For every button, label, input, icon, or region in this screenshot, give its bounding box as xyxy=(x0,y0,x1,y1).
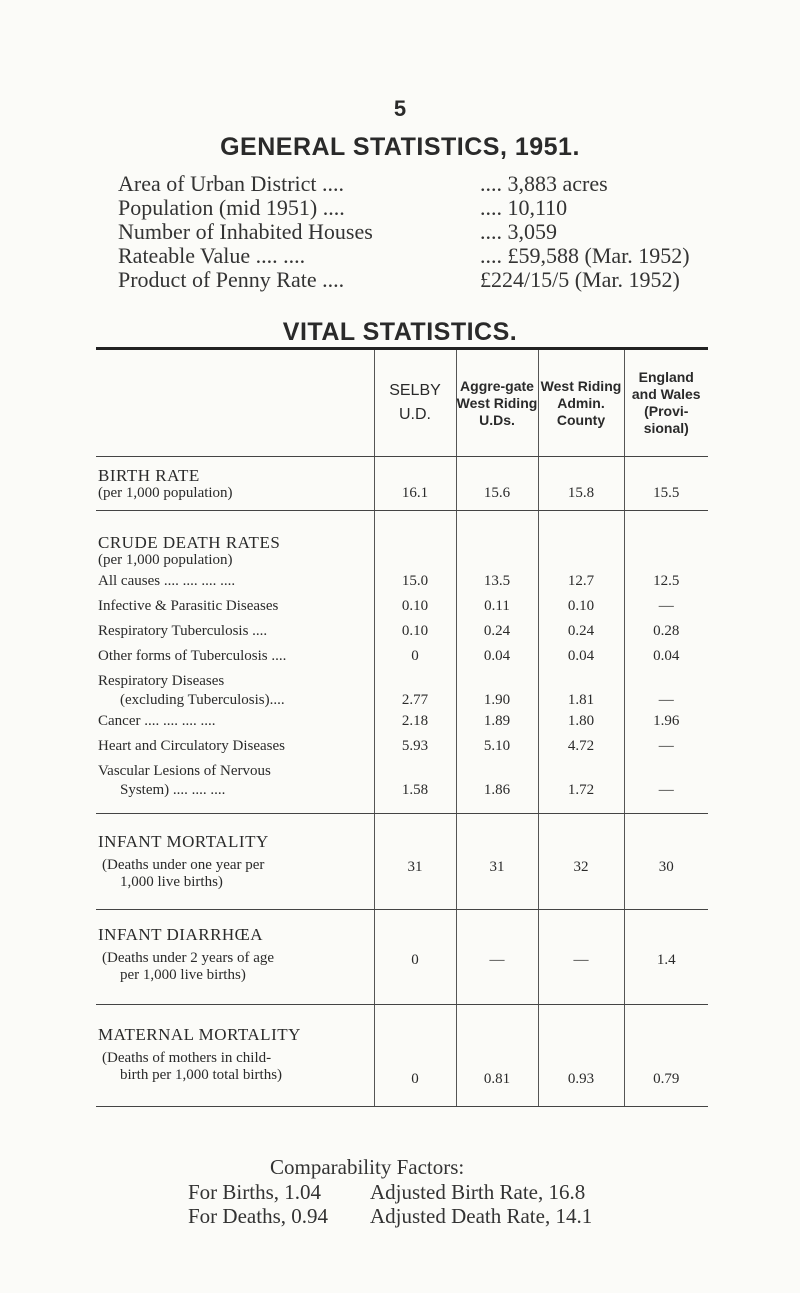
value-vascular: 1.72 xyxy=(567,782,595,798)
value-infective: — xyxy=(658,598,674,614)
cell-west-riding: 0.93 xyxy=(538,1005,624,1107)
value-all-causes: 13.5 xyxy=(483,573,511,589)
table-row xyxy=(96,1005,708,1107)
stat-value: .... 3,883 acres xyxy=(480,171,608,196)
cell-aggregate xyxy=(456,511,538,814)
value-resp-tb: 0.24 xyxy=(483,623,511,639)
section-subtitle: (Deaths of mothers in child- xyxy=(102,1050,272,1066)
row-label xyxy=(96,910,374,1005)
row-label xyxy=(96,1005,374,1107)
value-other-tb: 0.04 xyxy=(483,648,511,664)
page-number: 5 xyxy=(393,96,407,121)
row-label xyxy=(96,814,374,910)
label-resp-tb: Respiratory Tuberculosis .... xyxy=(98,623,268,639)
cell-selby: 31 xyxy=(374,814,456,910)
cell-west-riding: 15.8 xyxy=(538,457,624,511)
value-resp-tb: 0.28 xyxy=(653,623,680,639)
value-heart: 5.93 xyxy=(401,738,429,754)
value-resp-diseases: 1.81 xyxy=(567,692,595,708)
deaths-factor-row xyxy=(188,1204,593,1229)
value-heart: 5.10 xyxy=(483,738,511,754)
header-west-riding: West Riding Admin. County xyxy=(538,349,624,457)
vital-statistics-title: VITAL STATISTICS. xyxy=(282,318,518,346)
cell-aggregate: 15.6 xyxy=(456,457,538,511)
section-subtitle: (per 1,000 population) xyxy=(98,552,233,568)
stat-value: .... 3,059 xyxy=(480,219,557,244)
value-heart: — xyxy=(658,738,674,754)
section-title: CRUDE DEATH RATES xyxy=(98,533,281,552)
label-cancer: Cancer .... .... .... .... xyxy=(98,713,216,729)
value-all-causes: 12.7 xyxy=(567,573,595,589)
section-subtitle: (Deaths under 2 years of age xyxy=(102,950,275,966)
label-all-causes: All causes .... .... .... .... xyxy=(98,573,236,589)
infant-diarrhoea-section xyxy=(96,910,708,1005)
value-cancer: 2.18 xyxy=(401,713,429,729)
stat-label: Number of Inhabited Houses xyxy=(118,219,373,244)
label-vascular xyxy=(98,759,374,799)
cell-england: 15.5 xyxy=(624,457,708,511)
label-resp-diseases xyxy=(98,669,374,709)
value-resp-diseases: 1.90 xyxy=(483,692,511,708)
value-other-tb: 0.04 xyxy=(653,648,680,664)
label-infective: Infective & Parasitic Diseases xyxy=(98,598,279,614)
stat-value: .... £59,588 (Mar. 1952) xyxy=(480,243,690,268)
value-resp-diseases: — xyxy=(658,692,674,708)
value-infective: 0.10 xyxy=(567,598,595,614)
adjusted-birth-rate: Adjusted Birth Rate, 16.8 xyxy=(370,1180,586,1204)
value-vascular: 1.86 xyxy=(483,782,511,798)
stat-value: .... 10,110 xyxy=(480,195,568,220)
table-row xyxy=(96,511,708,814)
value-other-tb: 0 xyxy=(411,648,419,664)
section-subtitle: birth per 1,000 total births) xyxy=(120,1067,283,1083)
table-row xyxy=(96,457,708,511)
value-resp-tb: 0.10 xyxy=(401,623,429,639)
crude-death-rates-section xyxy=(96,511,708,814)
table-row xyxy=(96,814,708,910)
section-title: INFANT DIARRHŒA xyxy=(98,925,264,944)
births-factor-row xyxy=(188,1180,586,1205)
value-cancer: 1.96 xyxy=(653,713,680,729)
section-subtitle: per 1,000 live births) xyxy=(120,967,246,983)
value-heart: 4.72 xyxy=(567,738,595,754)
cell-selby: 0 xyxy=(374,1005,456,1107)
value-cancer: 1.80 xyxy=(567,713,595,729)
deaths-factor: For Deaths, 0.94 xyxy=(188,1204,328,1228)
value-vascular: 1.58 xyxy=(401,782,429,798)
section-subtitle: 1,000 live births) xyxy=(120,874,223,890)
cell-west-riding xyxy=(538,511,624,814)
table-row xyxy=(96,910,708,1005)
cell-west-riding: 32 xyxy=(538,814,624,910)
header-england-wales: England and Wales (Provi-sional) xyxy=(624,349,708,457)
value-infective: 0.10 xyxy=(401,598,429,614)
vital-statistics-table xyxy=(96,347,708,1107)
adjusted-death-rate: Adjusted Death Rate, 14.1 xyxy=(370,1204,593,1228)
stat-label: Area of Urban District .... xyxy=(118,171,345,196)
label-line: (excluding Tuberculosis).... xyxy=(120,692,285,708)
stat-label: Rateable Value .... .... xyxy=(118,243,306,268)
value-cancer: 1.89 xyxy=(483,713,511,729)
label-line: System) .... .... .... xyxy=(120,782,226,798)
header-blank xyxy=(96,349,374,457)
label-line: Respiratory Diseases xyxy=(98,673,225,689)
stat-label: Product of Penny Rate .... xyxy=(118,267,345,292)
infant-mortality-section xyxy=(96,814,708,910)
value-vascular: — xyxy=(658,782,674,798)
section-title: INFANT MORTALITY xyxy=(98,832,269,851)
value-all-causes: 15.0 xyxy=(401,573,429,589)
cell-england: 1.4 xyxy=(624,910,708,1005)
value-infective: 0.11 xyxy=(484,598,510,614)
header-selby: SELBY U.D. xyxy=(374,349,456,457)
cell-west-riding: — xyxy=(538,910,624,1005)
row-label xyxy=(96,511,374,814)
maternal-mortality-section xyxy=(96,1005,708,1107)
header-aggregate: Aggre-gate West Riding U.Ds. xyxy=(456,349,538,457)
births-factor: For Births, 1.04 xyxy=(188,1180,322,1204)
cell-aggregate: — xyxy=(456,910,538,1005)
section-title: MATERNAL MORTALITY xyxy=(98,1025,301,1044)
stat-value: £224/15/5 (Mar. 1952) xyxy=(480,267,680,292)
value-other-tb: 0.04 xyxy=(567,648,595,664)
cell-england: 0.79 xyxy=(624,1005,708,1107)
cell-selby: 0 xyxy=(374,910,456,1005)
label-line: Vascular Lesions of Nervous xyxy=(98,763,271,779)
value-resp-tb: 0.24 xyxy=(567,623,595,639)
section-title: BIRTH RATE xyxy=(98,466,200,485)
cell-selby xyxy=(374,511,456,814)
general-statistics-title: GENERAL STATISTICS, 1951. xyxy=(220,133,580,161)
cell-england: 30 xyxy=(624,814,708,910)
cell-selby: 16.1 xyxy=(374,457,456,511)
value-resp-diseases: 2.77 xyxy=(401,692,429,708)
stat-label: Population (mid 1951) .... xyxy=(118,195,345,220)
value-all-causes: 12.5 xyxy=(653,573,680,589)
cell-aggregate: 0.81 xyxy=(456,1005,538,1107)
label-heart: Heart and Circulatory Diseases xyxy=(98,738,286,754)
cell-england xyxy=(624,511,708,814)
section-subtitle: (per 1,000 population) xyxy=(98,485,233,501)
row-label xyxy=(96,457,374,511)
label-other-tb: Other forms of Tuberculosis .... xyxy=(98,648,287,664)
comparability-title: Comparability Factors: xyxy=(270,1155,465,1179)
table-header-row xyxy=(96,349,708,457)
cell-aggregate: 31 xyxy=(456,814,538,910)
birth-rate-section xyxy=(96,457,708,511)
section-subtitle: (Deaths under one year per xyxy=(102,857,265,873)
